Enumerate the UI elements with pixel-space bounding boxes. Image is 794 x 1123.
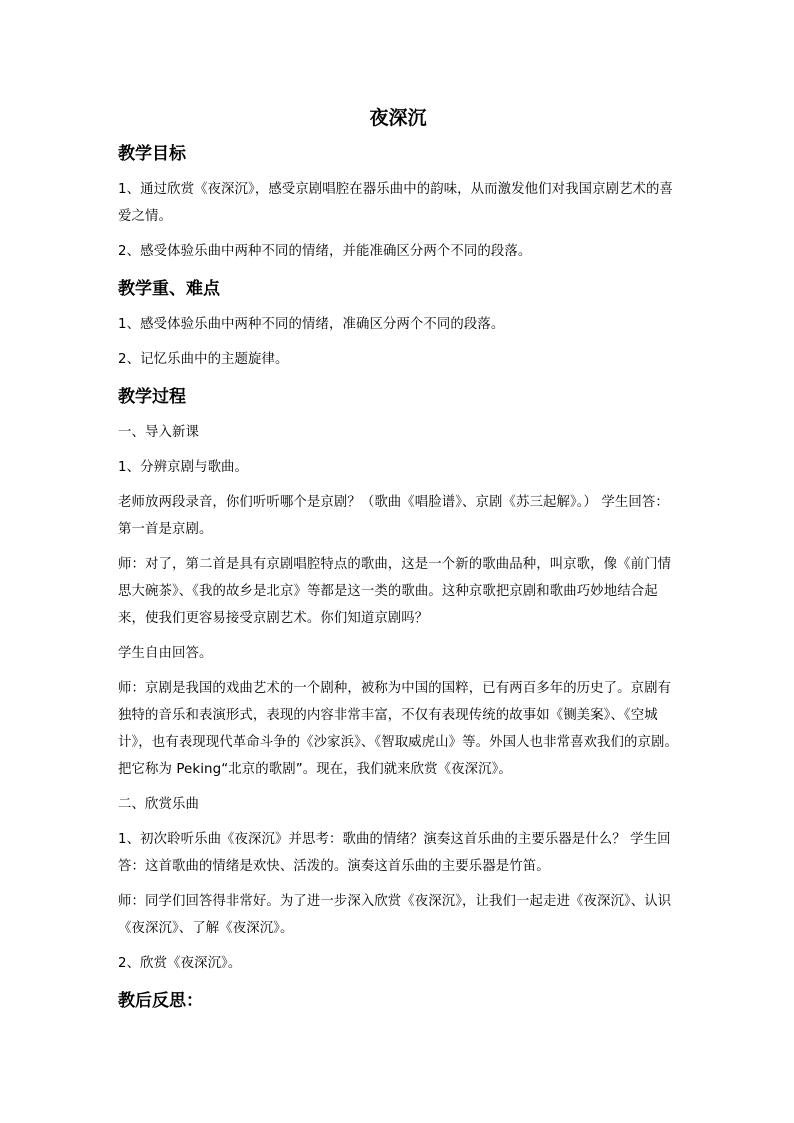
paragraph: 二、欣赏乐曲: [118, 797, 199, 812]
paragraph: 2、欣赏《夜深沉》。: [118, 956, 242, 971]
paragraph: 学生自由回答。: [118, 646, 213, 661]
section-heading-reflection: 教后反思：: [118, 991, 203, 1011]
paragraph: 老师放两段录音，你们听听哪个是京剧？（歌曲《唱脸谱》、京剧《苏三起解》。） 学生回答：第一首是京剧。: [118, 495, 669, 537]
document-page: [118, 100, 678, 1015]
paragraph: 师：京剧是我国的戏曲艺术的一个剧种，被称为中国的国粹，已有两百多年的历史了。京剧有独特的音乐和表演形式，表现的内容非常丰富，不仅有表现传统的故事如《铡美案》、《空城计》，也有表现现代革命斗争的《沙家浜》、《智取威虎山》等。外国人也非常喜欢我们的京剧。把它称为 Peking“北京的歌剧”。现在，我们就来欣赏《夜深沉》。: [118, 681, 678, 777]
section-heading-objectives: 教学目标: [118, 144, 186, 164]
paragraph: 2、感受体验乐曲中两种不同的情绪，并能准确区分两个不同的段落。: [118, 244, 532, 259]
paragraph: 1、初次聆听乐曲《夜深沉》并思考：歌曲的情绪？演奏这首乐曲的主要乐器是什么？ 学生回答：这首歌曲的情绪是欢快、活泼的。演奏这首乐曲的主要乐器是竹笛。: [118, 832, 671, 874]
paragraph: 1、通过欣赏《夜深沉》，感受京剧唱腔在器乐曲中的韵味，从而激发他们对我国京剧艺术的喜爱之情。: [118, 182, 674, 224]
section-heading-key-points: 教学重、难点: [118, 279, 220, 299]
paragraph: 一、导入新课: [118, 425, 199, 440]
paragraph: 2、记忆乐曲中的主题旋律。: [118, 352, 289, 367]
paragraph: 1、感受体验乐曲中两种不同的情绪，准确区分两个不同的段落。: [118, 317, 505, 332]
paragraph: 师：对了，第二首是具有京剧唱腔特点的歌曲，这是一个新的歌曲品种，叫京歌，像《前门情思大碗茶》、《我的故乡是北京》等都是这一类的歌曲。这种京歌把京剧和歌曲巧妙地结合起来，使我们更容易接受京剧艺术。你们知道京剧吗？: [118, 557, 672, 626]
paragraph: 师：同学们回答得非常好。为了进一步深入欣赏《夜深沉》，让我们一起走进《夜深沉》、认识《夜深沉》、了解《夜深沉》。: [118, 894, 672, 936]
paragraph: 1、分辨京剧与歌曲。: [118, 460, 249, 475]
section-heading-process: 教学过程: [118, 387, 186, 407]
document-title: 夜深沉: [369, 107, 427, 129]
